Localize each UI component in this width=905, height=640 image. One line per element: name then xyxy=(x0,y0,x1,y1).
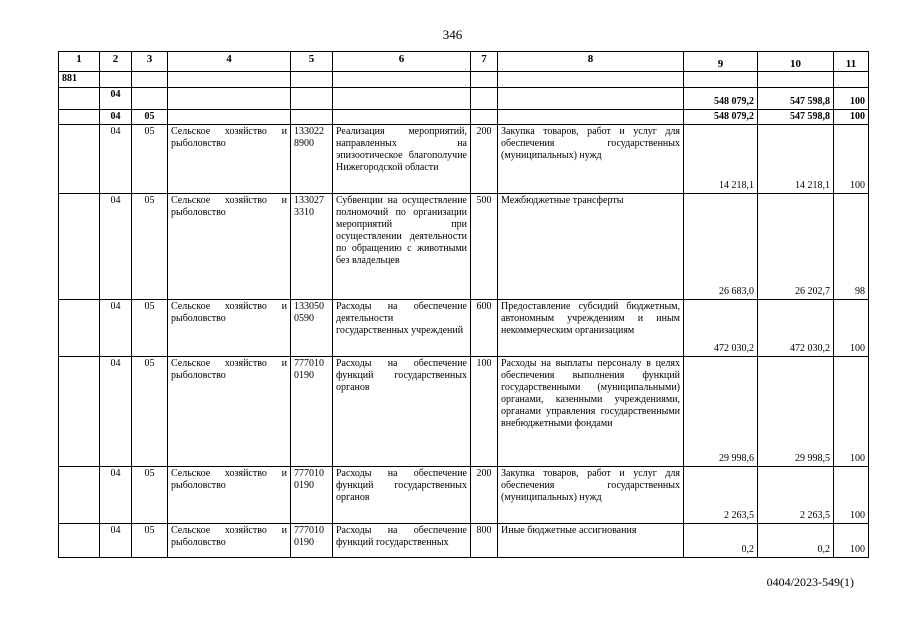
table-cell-col-6: Расходы на обеспечение функций государственных органов xyxy=(333,467,471,524)
table-row xyxy=(59,300,869,357)
table-cell-col-3: 05 xyxy=(132,524,168,558)
table-cell-col-5: 777010 0190 xyxy=(291,467,333,524)
table-cell-col-3: 05 xyxy=(132,357,168,467)
table-cell-col-6: Реализация мероприятий, направленных на эпизоотическое благополучие Нижегородской области xyxy=(333,125,471,194)
table-cell-col-11 xyxy=(834,72,869,88)
table-cell-col-10: 547 598,8 xyxy=(758,88,834,110)
table-cell-col-7: 200 xyxy=(471,467,498,524)
table-cell-col-2 xyxy=(100,72,132,88)
table-cell-col-11: 100 xyxy=(834,357,869,467)
table-cell-col-10 xyxy=(758,72,834,88)
table-cell-col-1 xyxy=(59,300,100,357)
table-cell-col-11: 100 xyxy=(834,125,869,194)
table-cell-col-2: 04 xyxy=(100,88,132,110)
table-cell-col-10: 0,2 xyxy=(758,524,834,558)
table-cell-col-1 xyxy=(59,194,100,300)
table-cell-col-11: 100 xyxy=(834,524,869,558)
table-cell-col-4: Сельское хозяйство и рыболовство xyxy=(168,467,291,524)
table-cell-col-4: Сельское хозяйство и рыболовство xyxy=(168,194,291,300)
table-cell-col-10: 29 998,5 xyxy=(758,357,834,467)
table-cell-col-9: 548 079,2 xyxy=(684,110,758,125)
table-cell-col-3: 05 xyxy=(132,467,168,524)
table-cell-col-5: 133027 3310 xyxy=(291,194,333,300)
table-cell-col-6: Расходы на обеспечение деятельности государственных учреждений xyxy=(333,300,471,357)
table-cell-col-10: 14 218,1 xyxy=(758,125,834,194)
table-cell-col-5: 133022 8900 xyxy=(291,125,333,194)
column-header: 4 xyxy=(168,52,291,72)
table-cell-col-11: 98 xyxy=(834,194,869,300)
table-cell-col-7: 600 xyxy=(471,300,498,357)
table-cell-col-6: Субвенции на осуществление полномочий по организации мероприятий при осуществлении деятельности по обращению с животными без владельцев xyxy=(333,194,471,300)
table-cell-col-3: 05 xyxy=(132,300,168,357)
header-row xyxy=(59,52,869,72)
table-cell-col-6 xyxy=(333,88,471,110)
column-header: 9 xyxy=(684,52,758,72)
table-cell-col-7 xyxy=(471,110,498,125)
table-cell-col-7: 500 xyxy=(471,194,498,300)
table-cell-col-5 xyxy=(291,72,333,88)
table-cell-col-8: Закупка товаров, работ и услуг для обеспечения государственных (муниципальных) нужд xyxy=(498,467,684,524)
table-cell-col-8: Закупка товаров, работ и услуг для обеспечения государственных (муниципальных) нужд xyxy=(498,125,684,194)
column-header: 6 xyxy=(333,52,471,72)
table-cell-col-5: 777010 0190 xyxy=(291,357,333,467)
table-cell-col-10: 547 598,8 xyxy=(758,110,834,125)
table-cell-col-5: 133050 0590 xyxy=(291,300,333,357)
column-header: 3 xyxy=(132,52,168,72)
table-cell-col-1 xyxy=(59,357,100,467)
table-cell-col-3: 05 xyxy=(132,125,168,194)
table-cell-col-2: 04 xyxy=(100,467,132,524)
table-cell-col-3: 05 xyxy=(132,110,168,125)
table-cell-col-9: 548 079,2 xyxy=(684,88,758,110)
table-row xyxy=(59,467,869,524)
table-cell-col-5 xyxy=(291,88,333,110)
table-cell-col-1: 881 xyxy=(59,72,100,88)
table-cell-col-2: 04 xyxy=(100,357,132,467)
page-number: 346 xyxy=(442,27,463,42)
table-cell-col-3: 05 xyxy=(132,194,168,300)
table-cell-col-8: Межбюджетные трансферты xyxy=(498,194,684,300)
table-cell-col-11: 100 xyxy=(834,300,869,357)
table-cell-col-1 xyxy=(59,88,100,110)
table-cell-col-9: 14 218,1 xyxy=(684,125,758,194)
table-cell-col-6: Расходы на обеспечение функций государственных xyxy=(333,524,471,558)
table-cell-col-6 xyxy=(333,110,471,125)
table-cell-col-4: Сельское хозяйство и рыболовство xyxy=(168,524,291,558)
table-cell-col-2: 04 xyxy=(100,300,132,357)
table-row xyxy=(59,194,869,300)
table-cell-col-9: 26 683,0 xyxy=(684,194,758,300)
table-cell-col-5 xyxy=(291,110,333,125)
table-cell-col-7: 200 xyxy=(471,125,498,194)
table-row xyxy=(59,88,869,110)
table-cell-col-11: 100 xyxy=(834,467,869,524)
table-cell-col-11: 100 xyxy=(834,88,869,110)
table-cell-col-8: Расходы на выплаты персоналу в целях обеспечения выполнения функций государственными (муниципальными) органами, казенными учреждениями, органами управления государственными внебюджетными фондами xyxy=(498,357,684,467)
table-cell-col-8 xyxy=(498,110,684,125)
column-header: 11 xyxy=(834,52,869,72)
table-row xyxy=(59,524,869,558)
table-cell-col-9 xyxy=(684,72,758,88)
document-code: 0404/2023-549(1) xyxy=(766,575,854,589)
table-cell-col-6: Расходы на обеспечение функций государственных органов xyxy=(333,357,471,467)
table-cell-col-8: Иные бюджетные ассигнования xyxy=(498,524,684,558)
table-row xyxy=(59,110,869,125)
table-cell-col-9: 2 263,5 xyxy=(684,467,758,524)
table-cell-col-9: 0,2 xyxy=(684,524,758,558)
table-cell-col-7 xyxy=(471,72,498,88)
column-header: 10 xyxy=(758,52,834,72)
table-cell-col-9: 29 998,6 xyxy=(684,357,758,467)
table-cell-col-4: Сельское хозяйство и рыболовство xyxy=(168,357,291,467)
table-cell-col-10: 472 030,2 xyxy=(758,300,834,357)
table-cell-col-4 xyxy=(168,110,291,125)
table-cell-col-10: 26 202,7 xyxy=(758,194,834,300)
table-cell-col-1 xyxy=(59,467,100,524)
table-cell-col-3 xyxy=(132,88,168,110)
table-cell-col-8 xyxy=(498,72,684,88)
table-cell-col-7: 100 xyxy=(471,357,498,467)
table-cell-col-2: 04 xyxy=(100,524,132,558)
table-cell-col-4 xyxy=(168,72,291,88)
table-row xyxy=(59,72,869,88)
table-cell-col-3 xyxy=(132,72,168,88)
table-cell-col-8: Предоставление субсидий бюджетным, автономным учреждениям и иным некоммерческим организациям xyxy=(498,300,684,357)
table-cell-col-5: 777010 0190 xyxy=(291,524,333,558)
column-header: 1 xyxy=(59,52,100,72)
table-cell-col-7 xyxy=(471,88,498,110)
column-header: 5 xyxy=(291,52,333,72)
table-cell-col-7: 800 xyxy=(471,524,498,558)
table-cell-col-10: 2 263,5 xyxy=(758,467,834,524)
table-row xyxy=(59,125,869,194)
table-cell-col-1 xyxy=(59,125,100,194)
table-cell-col-9: 472 030,2 xyxy=(684,300,758,357)
table-cell-col-2: 04 xyxy=(100,194,132,300)
table-cell-col-11: 100 xyxy=(834,110,869,125)
table-cell-col-2: 04 xyxy=(100,125,132,194)
table-cell-col-4: Сельское хозяйство и рыболовство xyxy=(168,300,291,357)
column-header: 2 xyxy=(100,52,132,72)
table-row xyxy=(59,357,869,467)
budget-table xyxy=(58,51,869,558)
column-header: 8 xyxy=(498,52,684,72)
table-cell-col-1 xyxy=(59,110,100,125)
table-cell-col-1 xyxy=(59,524,100,558)
table-cell-col-2: 04 xyxy=(100,110,132,125)
table-cell-col-8 xyxy=(498,88,684,110)
column-header: 7 xyxy=(471,52,498,72)
table-cell-col-4 xyxy=(168,88,291,110)
table-cell-col-6 xyxy=(333,72,471,88)
table-cell-col-4: Сельское хозяйство и рыболовство xyxy=(168,125,291,194)
